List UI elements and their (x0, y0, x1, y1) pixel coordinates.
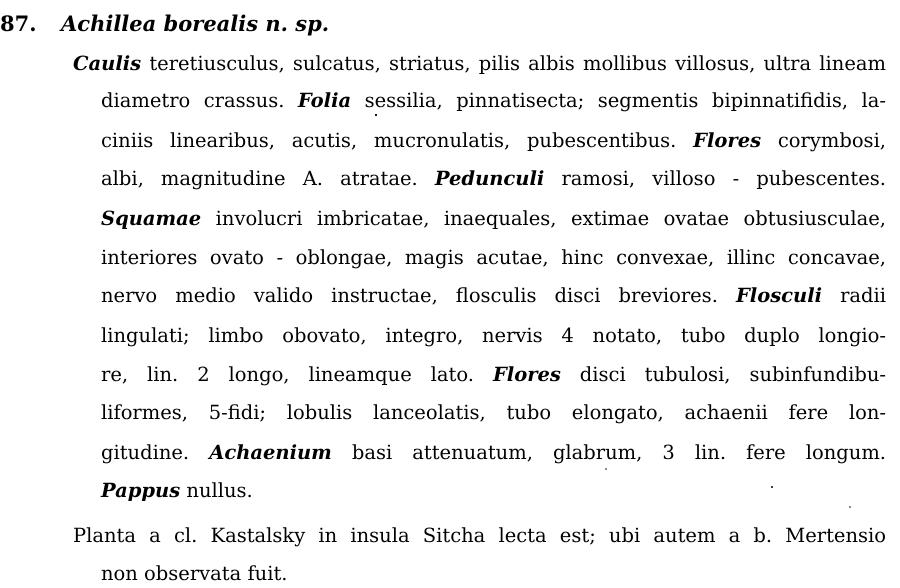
note-line-1: Planta a cl. Kastalsky in insula Sitcha lecta est; ubi autem a b. Mertensio (73, 524, 886, 547)
term-caulis: Caulis (73, 52, 142, 75)
description-text: ciniis linearibus, acutis, mucronulatis, pubescentibus. (101, 129, 677, 152)
description-line-8: lingulati; limbo obovato, integro, nervis 4 notato, tubo duplo longio- (101, 324, 886, 347)
description-text: albi, magnitudine A. atratae. (101, 167, 418, 190)
term-flosculi: Flosculi (735, 284, 823, 307)
description-text: teretiusculus, sulcatus, striatus, pilis albis mollibus villosus, ultra lineam (141, 52, 886, 75)
entry-number: 87. (0, 11, 37, 36)
term-flores: Flores (693, 129, 762, 152)
description-text: basi attenuatum, glabrum, 3 lin. fere longum. (331, 441, 887, 464)
term-flores-disci: Flores (492, 363, 561, 386)
ink-speck (771, 486, 773, 488)
description-text: re, lin. 2 longo, lineamque lato. (101, 363, 474, 386)
ink-speck (375, 114, 377, 116)
description-text: corymbosi, (761, 129, 887, 152)
note-line-2: non observata fuit. (101, 562, 288, 585)
description-text: disci tubulosi, subinfundibu- (560, 363, 886, 386)
term-squamae: Squamae (101, 207, 202, 230)
term-folia: Folia (297, 89, 352, 112)
term-pappus: Pappus (101, 479, 181, 502)
description-text: sessilia, pinnatisecta; segmentis bipinnatifidis, la- (351, 89, 886, 112)
description-text: nervo medio valido instructae, flosculis disci breviores. (101, 284, 718, 307)
description-text: gitudine. (101, 441, 190, 464)
ink-speck (605, 468, 607, 470)
ink-speck (849, 506, 851, 508)
description-line-6: interiores ovato - oblongae, magis acutae, hinc convexae, illinc concavae, (101, 246, 886, 269)
description-text: radii (822, 284, 886, 307)
term-achaenium: Achaenium (209, 441, 332, 464)
description-text: diametro crassus. (101, 89, 285, 112)
term-pedunculi: Pedunculi (434, 167, 545, 190)
description-text: involucri imbricatae, inaequales, extimae ovatae obtusiusculae, (201, 207, 886, 230)
description-text: ramosi, villoso - pubescentes. (544, 167, 886, 190)
description-line-10: liformes, 5-fidi; lobulis lanceolatis, tubo elongato, achaenii fere lon- (101, 401, 886, 424)
entry-title: Achillea borealis n. sp. (61, 11, 330, 36)
description-text: nullus. (180, 479, 253, 502)
